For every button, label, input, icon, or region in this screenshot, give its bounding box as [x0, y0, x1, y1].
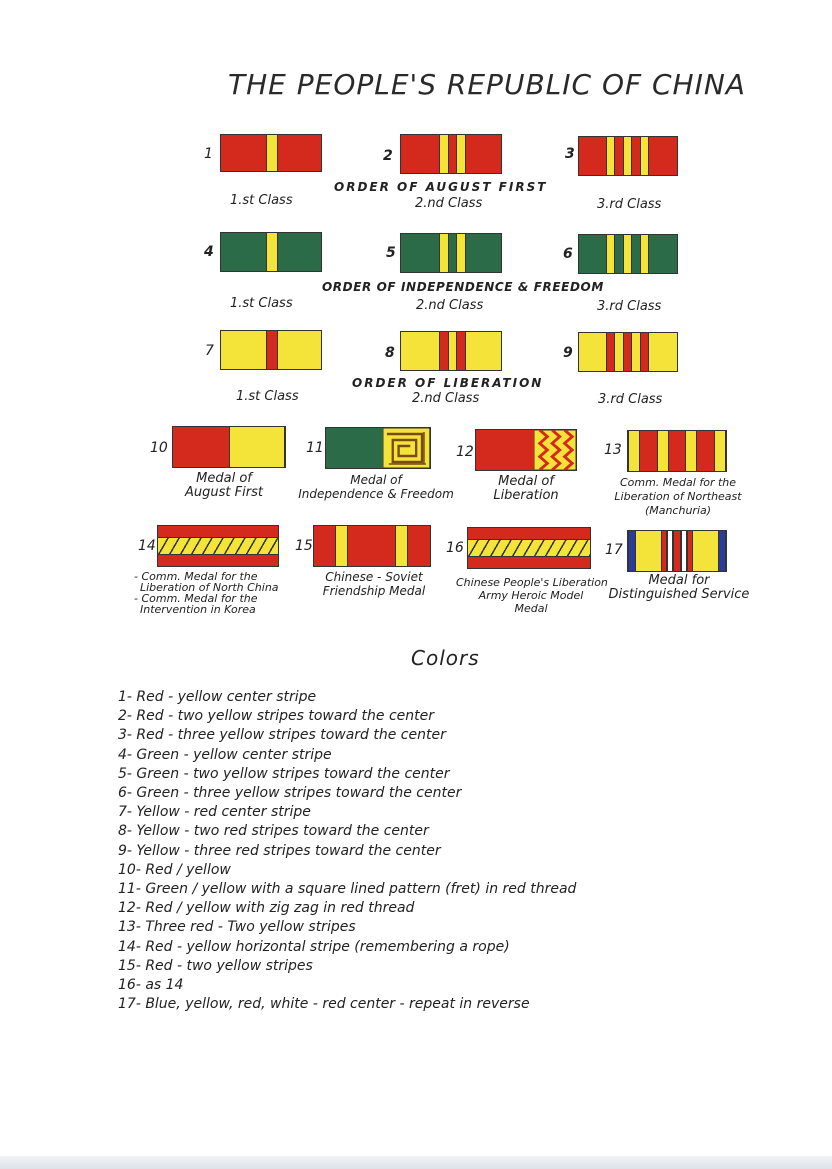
medal-caption: Medal of August First	[185, 471, 263, 500]
class-label: 1.st Class	[236, 389, 299, 404]
ribbon-number: 9	[563, 345, 573, 361]
color-note: 1- Red - yellow center stripe	[118, 689, 317, 705]
color-note: 13- Three red - Two yellow stripes	[118, 919, 356, 936]
order-name: ORDER OF LIBERATION	[352, 376, 544, 390]
ribbon-number: 6	[563, 246, 573, 262]
ribbon-order-liberation-2nd-class	[400, 331, 502, 371]
ribbon-medal-liberation	[475, 429, 577, 471]
order-name: ORDER OF INDEPENDENCE & FREEDOM	[322, 280, 604, 294]
color-note: 16- as 14	[118, 977, 184, 994]
ribbon-stripe	[685, 431, 697, 471]
ribbon-stripe	[456, 234, 466, 272]
color-note: 10- Red / yellow	[118, 861, 231, 878]
ribbon-stripe	[623, 333, 632, 371]
ribbon-stripe	[266, 331, 278, 369]
rope-stripe	[158, 537, 278, 555]
ribbon-stripe	[718, 531, 726, 571]
color-note: 9- Yellow - three red stripes toward the center	[118, 842, 441, 859]
medal-caption: Chinese People's Liberation Army Heroic Model Medal	[456, 576, 608, 615]
class-label: 1.st Class	[230, 296, 293, 311]
ribbon-number: 15	[295, 538, 313, 554]
ribbon-order-independence-freedom-2nd-class	[400, 233, 502, 273]
ribbon-pla-heroic-model-medal	[467, 527, 591, 569]
ribbon-stripe	[395, 526, 408, 566]
ribbon-stripe	[439, 332, 449, 370]
ribbon-stripe	[606, 137, 615, 175]
ribbon-stripe	[628, 531, 636, 571]
ribbon-number: 13	[604, 442, 622, 458]
color-note: 4- Green - yellow center stripe	[118, 746, 332, 763]
ribbon-number: 14	[138, 538, 156, 554]
class-label: 3.rd Class	[598, 392, 663, 407]
color-note: 15- Red - two yellow stripes	[118, 957, 313, 974]
ribbon-number: 2	[383, 148, 393, 164]
ribbon-order-liberation-1st-class	[220, 330, 322, 370]
class-label: 2.nd Class	[416, 298, 484, 313]
medal-caption: Comm. Medal for the Liberation of Northeast (Manchuria)	[614, 476, 742, 517]
class-label: 1.st Class	[230, 193, 293, 208]
color-note: 5- Green - two yellow stripes toward the center	[118, 765, 450, 782]
color-note: 2- Red - two yellow stripes toward the center	[118, 708, 435, 725]
ribbon-stripe	[628, 431, 640, 471]
ribbon-stripe	[606, 333, 615, 371]
ribbon-stripe	[640, 137, 649, 175]
ribbon-number: 16	[446, 540, 464, 556]
rope-stripe	[468, 539, 590, 557]
ribbon-number: 1	[204, 146, 213, 162]
class-label: 3.rd Class	[597, 299, 662, 314]
ribbon-order-liberation-3rd-class	[578, 332, 678, 372]
ribbon-stripe	[335, 526, 348, 566]
ribbon-stripe	[606, 235, 615, 273]
ribbon-stripe	[439, 135, 449, 173]
ribbon-chinese-soviet-friendship-medal	[313, 525, 431, 567]
ribbon-order-august-first-3rd-class	[578, 136, 678, 176]
ribbon-stripe	[266, 233, 278, 271]
ribbon-stripe	[640, 235, 649, 273]
class-label: 3.rd Class	[597, 197, 662, 212]
ribbon-order-independence-freedom-3rd-class	[578, 234, 678, 274]
ribbon-number: 4	[204, 244, 214, 260]
ribbon-stripe	[623, 235, 632, 273]
ribbon-number: 3	[565, 146, 575, 162]
ribbon-number: 12	[456, 444, 474, 460]
zigzag-pattern	[534, 430, 576, 470]
ribbon-stripe	[623, 137, 632, 175]
ribbon-stripe	[687, 531, 693, 571]
ribbon-stripe	[439, 234, 449, 272]
ribbon-medal-independence-freedom	[325, 427, 431, 469]
medal-caption: Medal of Liberation	[493, 474, 559, 503]
class-label: 2.nd Class	[415, 196, 483, 211]
ribbon-half	[229, 427, 285, 467]
ribbon-stripe	[640, 333, 649, 371]
ribbon-stripe	[456, 135, 466, 173]
color-note: 6- Green - three yellow stripes toward the center	[118, 785, 462, 802]
color-note: 8- Yellow - two red stripes toward the center	[118, 823, 429, 840]
ribbon-number: 11	[306, 440, 324, 456]
ribbon-stripe	[673, 531, 681, 571]
ribbon-number: 10	[150, 440, 168, 456]
medal-caption: Medal for Distinguished Service	[608, 573, 750, 602]
ribbon-number: 17	[605, 542, 623, 558]
ribbon-number: 8	[385, 345, 395, 361]
medal-caption: - Comm. Medal for the Liberation of North China - Comm. Medal for the Intervention in Korea	[134, 570, 279, 616]
ribbon-number: 5	[386, 245, 396, 261]
ribbon-order-august-first-1st-class	[220, 134, 322, 172]
page-title: THE PEOPLE'S REPUBLIC OF CHINA	[228, 68, 746, 101]
color-note: 11- Green / yellow with a square lined pattern (fret) in red thread	[118, 881, 577, 898]
ribbon-distinguished-service-medal	[627, 530, 727, 572]
color-note: 14- Red - yellow horizontal stripe (remembering a rope)	[118, 938, 510, 955]
ribbon-stripe	[456, 332, 466, 370]
ribbon-number: 7	[205, 343, 214, 359]
color-notes-list	[118, 688, 738, 1014]
ribbon-stripe	[657, 431, 669, 471]
color-note: 3- Red - three yellow stripes toward the center	[118, 727, 446, 744]
medal-caption: Medal of Independence & Freedom	[298, 473, 454, 501]
ribbon-order-august-first-2nd-class	[400, 134, 502, 174]
colors-heading: Colors	[411, 646, 480, 670]
ribbon-order-independence-freedom-1st-class	[220, 232, 322, 272]
ribbon-comm-medal-liberation-northeast	[627, 430, 727, 472]
color-note: 17- Blue, yellow, red, white - red center - repeat in reverse	[118, 996, 530, 1013]
ribbon-stripe	[266, 135, 278, 171]
order-name: ORDER OF AUGUST FIRST	[334, 180, 548, 194]
scan-edge	[0, 1156, 832, 1169]
class-label: 2.nd Class	[412, 391, 480, 406]
fret-pattern	[383, 428, 430, 468]
ribbon-stripe	[714, 431, 726, 471]
ribbon-comm-medal-north-china-korea	[157, 525, 279, 567]
ribbon-medal-august-first	[172, 426, 286, 468]
medal-caption: Chinese - Soviet Friendship Medal	[322, 570, 426, 598]
color-note: 7- Yellow - red center stripe	[118, 804, 311, 821]
color-note: 12- Red / yellow with zig zag in red thread	[118, 900, 415, 917]
